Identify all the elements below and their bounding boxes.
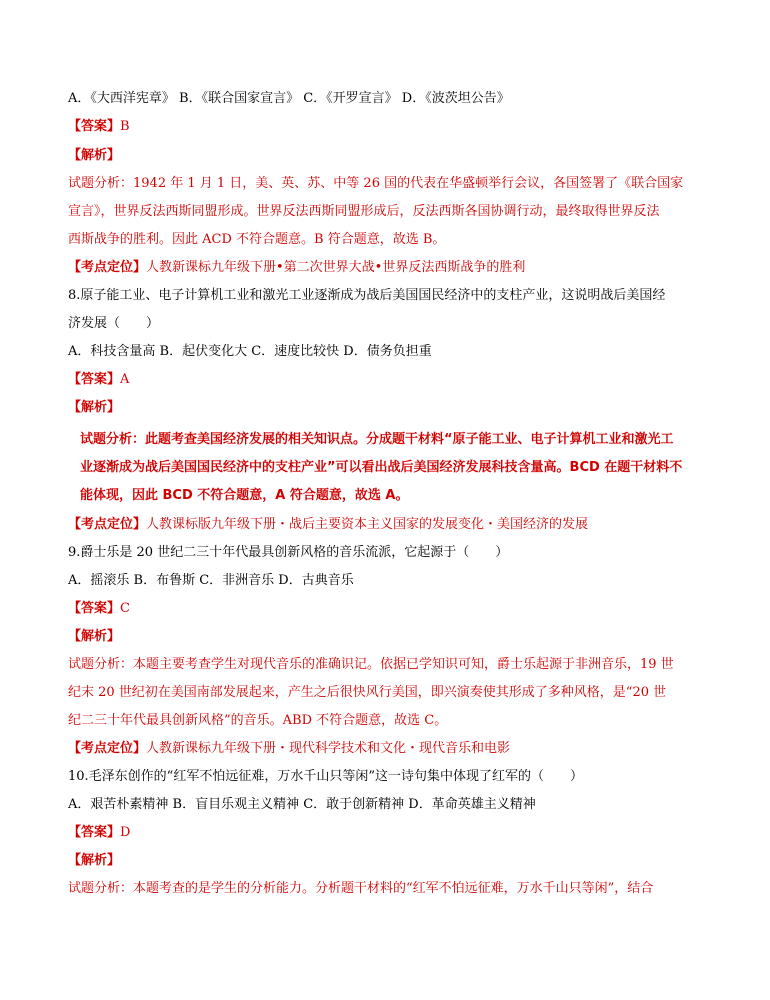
q7-point [68, 259, 525, 277]
q10-analysis-line: 试题分析：本题考查的是学生的分析能力。分析题干材料的“红军不怕远征难，万水千山只等闲”，结合 [68, 881, 654, 896]
point-text: 人教新课标九年级下册・现代科学技术和文化・现代音乐和电影 [146, 741, 511, 756]
q7-answer [68, 118, 130, 136]
answer-value: D [120, 825, 131, 840]
q9-analysis-tag: 【解析】 [68, 629, 121, 644]
q10-answer [68, 824, 130, 842]
q7-options: A．《大西洋宪章》 B．《联合国家宣言》 C．《开罗宣言》 D．《波茨坦公告》 [68, 91, 510, 106]
q9-analysis-line: 纪二三十年代最具创新风格”的音乐。ABD 不符合题意，故选 C。 [68, 713, 448, 728]
q9-analysis-line: 纪末 20 世纪初在美国南部发展起来，产生之后很快风行美国，即兴演奏使其形成了多种风格，是“20 世 [68, 685, 667, 700]
q9-point [68, 740, 510, 758]
q8-analysis-line: 业逐渐成为战后美国国民经济中的支柱产业”可以看出战后美国经济发展科技含量高。BCD 在题干材料不 [80, 460, 683, 475]
q9-stem-line: 9.爵士乐是 20 世纪二三十年代最具创新风格的音乐流派，它起源于（ ） [68, 545, 509, 560]
answer-value: B [120, 119, 130, 134]
q8-analysis-line: 能体现，因此 BCD 不符合题意，A 符合题意，故选 A。 [80, 488, 409, 503]
answer-value: C [120, 601, 130, 616]
q10-analysis-tag: 【解析】 [68, 853, 121, 868]
point-text: 人教课标版九年级下册・战后主要资本主义国家的发展变化・美国经济的发展 [146, 517, 589, 532]
q8-stem-line: 济发展（ ） [68, 316, 160, 331]
q7-analysis-line: 西斯战争的胜利。因此 ACD 不符合题意。B 符合题意，故选 B。 [68, 232, 446, 247]
q9-analysis-line: 试题分析：本题主要考查学生对现代音乐的准确识记。依据已学知识可知，爵士乐起源于非洲音乐，19 世 [68, 657, 674, 672]
q7-analysis-tag: 【解析】 [68, 148, 121, 163]
point-tag: 【考点定位】 [68, 741, 147, 756]
q10-stem-line: 10.毛泽东创作的“红军不怕远征难，万水千山只等闲”这一诗句集中体现了红军的（ ） [68, 769, 583, 784]
q8-analysis-tag: 【解析】 [68, 400, 121, 415]
answer-tag: 【答案】 [68, 825, 121, 840]
answer-tag: 【答案】 [68, 601, 121, 616]
q7-analysis-line: 宣言》，世界反法西斯同盟形成。世界反法西斯同盟形成后，反法西斯各国协调行动，最终取得世界反法 [68, 204, 660, 219]
q9-options: A．摇滚乐 B．布鲁斯 C．非洲音乐 D．古典音乐 [68, 573, 354, 588]
answer-tag: 【答案】 [68, 372, 121, 387]
q8-point [68, 516, 588, 534]
q7-analysis-line: 试题分析：1942 年 1 月 1 日，美、英、苏、中等 26 国的代表在华盛顿举行会议，各国签署了《联合国家 [68, 176, 684, 191]
point-tag: 【考点定位】 [68, 517, 147, 532]
q8-answer [68, 371, 129, 389]
q8-stem-line: 8.原子能工业、电子计算机工业和激光工业逐渐成为战后美国国民经济中的支柱产业，这说明战后美国经 [68, 288, 666, 303]
q8-analysis-line: 试题分析：此题考查美国经济发展的相关知识点。分成题干材料“原子能工业、电子计算机工业和激光工 [80, 432, 674, 447]
answer-value: A [120, 372, 130, 387]
answer-tag: 【答案】 [68, 119, 121, 134]
q8-options: A．科技含量高 B．起伏变化大 C．速度比较快 D．债务负担重 [68, 344, 432, 359]
point-text: 人教新课标九年级下册•第二次世界大战•世界反法西斯战争的胜利 [146, 260, 526, 275]
q10-options: A．艰苦朴素精神 B．盲目乐观主义精神 C．敢于创新精神 D．革命英雄主义精神 [68, 797, 536, 812]
q9-answer [68, 600, 130, 618]
point-tag: 【考点定位】 [68, 260, 147, 275]
